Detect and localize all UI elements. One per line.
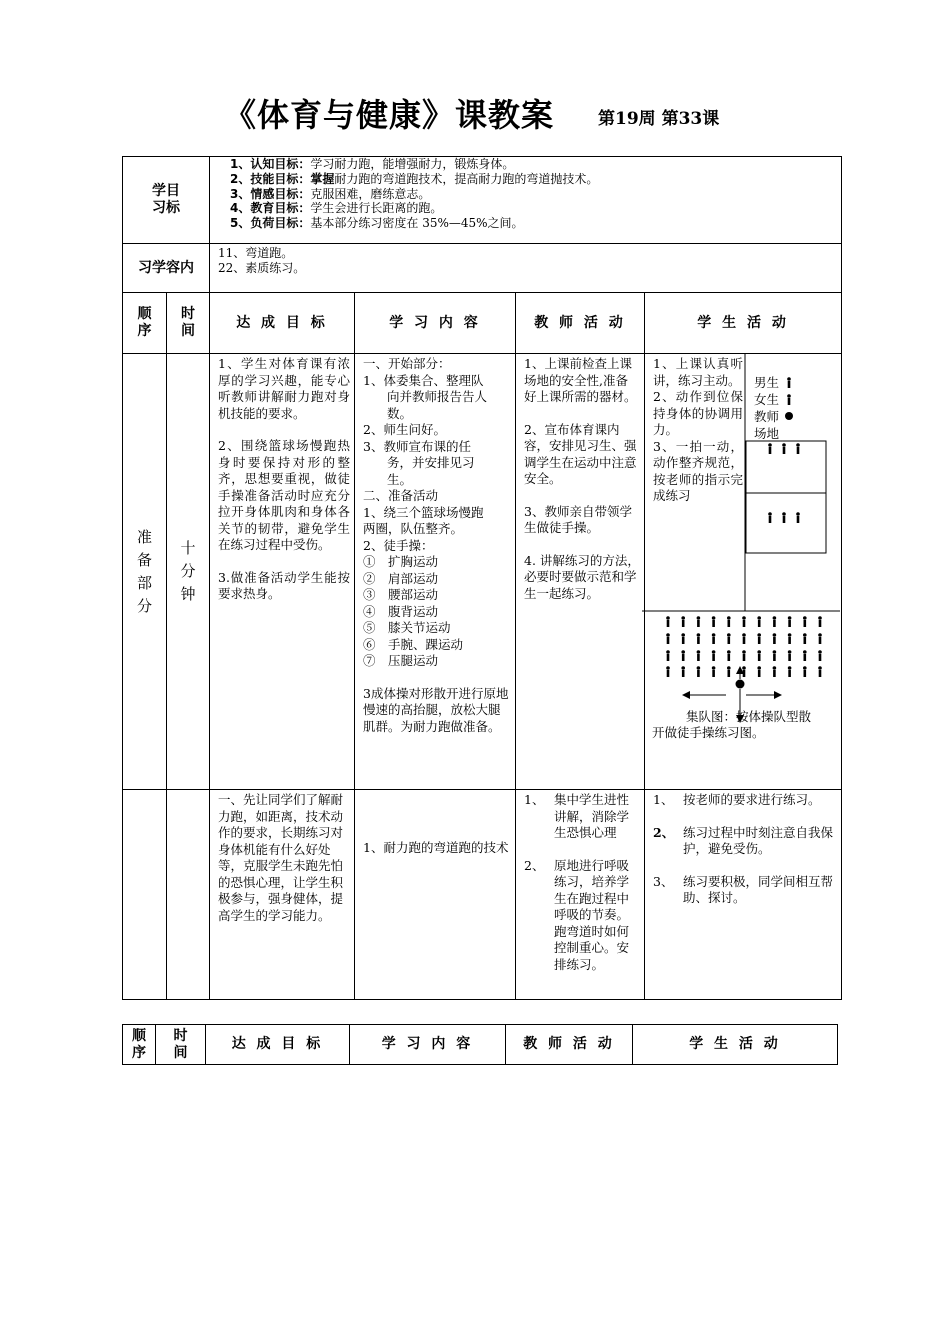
formation-student — [712, 616, 716, 627]
learning-content — [210, 244, 842, 293]
formation-student — [757, 666, 761, 677]
formation-student — [818, 616, 822, 627]
formation-caption-line1: 集队图：按体操队型散 — [686, 709, 812, 724]
header-time: 时 间 — [167, 293, 210, 354]
basic-goals: 一、先让同学们了解耐力跑，如距离，技术动作的要求，长期练习对身体机能有什么好处等，克服学生未跑先怕的恐惧心理，让学生积极参与，强身健体，提高学生的学习能力。 — [210, 790, 355, 1000]
header-order: 顺 序 — [123, 293, 167, 354]
header-teacher: 教 师 活 动 — [516, 293, 645, 354]
legend-field: 场地 — [754, 426, 780, 441]
female-icon — [787, 394, 791, 405]
content-label: 习学容内 — [123, 244, 210, 293]
section-prep: 准 备 部 分 — [123, 354, 167, 790]
header-teacher-2: 教 师 活 动 — [506, 1025, 633, 1065]
continuation-header-table — [122, 1024, 838, 1065]
formation-student — [697, 633, 701, 644]
formation-student — [757, 616, 761, 627]
header-content: 学 习 内 容 — [355, 293, 516, 354]
header-goal-2: 达 成 目 标 — [206, 1025, 350, 1065]
field-box-2 — [746, 493, 826, 553]
formation-student — [757, 650, 761, 661]
goal-5: 5、负荷目标：基本部分练习密度在 35%—45%之间。 — [230, 216, 524, 231]
prep-student: 1、上课认真听讲，练习主动。 2、动作到位保持身体的协调用力。 3、一拍一动，动作整齐规范，按老师的指示完成练习 — [645, 354, 842, 790]
formation-student — [681, 650, 685, 661]
header-student: 学 生 活 动 — [645, 293, 842, 354]
header-student-2: 学 生 活 动 — [633, 1025, 838, 1065]
formation-diagram — [642, 353, 842, 793]
male-icon — [787, 377, 791, 388]
formation-student — [742, 616, 746, 627]
legend-teacher: 教师 — [754, 409, 780, 424]
formation-student — [666, 616, 670, 627]
legend-female: 女生 — [754, 392, 780, 407]
formation-student — [697, 616, 701, 627]
goals-label: 学目 习标 — [123, 157, 210, 244]
header-content-2: 学 习 内 容 — [350, 1025, 506, 1065]
formation-student — [788, 616, 792, 627]
formation-student — [727, 666, 731, 677]
formation-student — [818, 666, 822, 677]
formation-caption-line2: 开做徒手操练习图。 — [652, 725, 765, 740]
formation-student — [773, 650, 777, 661]
goal-3: 3、情感目标：克服困难，磨练意志。 — [230, 186, 431, 201]
formation-student — [697, 666, 701, 677]
legend-male: 男生 — [754, 375, 780, 390]
formation-student — [712, 650, 716, 661]
formation-student — [788, 666, 792, 677]
goal-1: 1、认知目标：学习耐力跑，能增强耐力，锻炼身体。 — [230, 157, 515, 171]
week-lesson-number: 第19周 第33课 — [598, 109, 720, 129]
basic-student: 1、 按老师的要求进行练习。 2、 练习过程中时刻注意自我保护，避免受伤。 3、 练习要积极，同学间相互帮助、探讨。 — [645, 790, 842, 1000]
formation-student — [818, 633, 822, 644]
field-players-2 — [768, 512, 800, 523]
prep-goals: 1、学生对体育课有浓厚的学习兴趣，能专心听教师讲解耐力跑对身机技能的要求。 2、围绕篮球场慢跑热身时要保持对形的整齐，思想要重视，做徒手操准备活动时应充分拉开身体肌肉和身体各关节的韧带，避免学生在练习过程中受伤。 3.做准备活动学生能按要求热身。 — [210, 354, 355, 790]
header-order-2: 顺 序 — [123, 1025, 156, 1065]
formation-student — [773, 633, 777, 644]
formation-student — [666, 666, 670, 677]
teacher-icon — [785, 412, 793, 420]
content-item: 11、弯道跑。 — [218, 246, 294, 260]
arrow-left-icon — [682, 691, 690, 699]
formation-student — [742, 650, 746, 661]
formation-student — [818, 650, 822, 661]
header-goal: 达 成 目 标 — [210, 293, 355, 354]
goal-2: 2、技能目标：掌握耐力跑的弯道跑技术，提高耐力跑的弯道抛技术。 — [230, 171, 599, 186]
formation-student — [773, 616, 777, 627]
prep-time: 十 分 钟 — [167, 354, 210, 790]
formation-student — [697, 650, 701, 661]
prep-content: 一、开始部分： 1、体委集合、整理队 向并教师报告告人 数。 2、师生问好。 3、教师宣布课的任 务，并安排见习 生。 二、准备活动 1、绕三个篮球场慢跑 两圈，队伍整齐。 2、徒手操： ① 扩胸运动 ② 肩部运动 ③ 腰部运动 ④ 腹背运动 ⑤ 膝关节运动 ⑥ 手腕、踝运动 ⑦ 压腿运动 3成体操对形散开进行原地慢速的高抬腿，放松大腿肌群。为耐力跑做准备。 — [355, 354, 516, 790]
formation-student — [681, 616, 685, 627]
basic-teacher: 1、 集中学生进性讲解，消除学生恐惧心理 2、 原地进行呼吸练习，培养学生在跑过程中呼吸的节奏。跑弯道时如何控制重心。安排练习。 — [516, 790, 645, 1000]
field-box-1 — [746, 441, 826, 493]
formation-student — [666, 633, 670, 644]
basic-time-empty — [167, 790, 210, 1000]
formation-student — [803, 633, 807, 644]
formation-student — [742, 633, 746, 644]
learning-goals — [210, 157, 842, 244]
formation-rows — [666, 616, 822, 677]
field-players-1 — [768, 443, 800, 454]
goal-4: 4、教育目标：学生会进行长距离的跑。 — [230, 201, 443, 216]
header-time-2: 时 间 — [156, 1025, 206, 1065]
formation-student — [803, 650, 807, 661]
document-title: 《体育与健康》课教案 — [224, 96, 555, 134]
basic-content: 1、耐力跑的弯道跑的技术 — [355, 790, 516, 1000]
formation-student — [727, 650, 731, 661]
formation-student — [757, 633, 761, 644]
arrow-right-icon — [774, 691, 782, 699]
formation-student — [666, 650, 670, 661]
formation-student — [727, 633, 731, 644]
formation-student — [681, 666, 685, 677]
formation-student — [712, 666, 716, 677]
formation-student — [712, 633, 716, 644]
formation-student — [788, 633, 792, 644]
formation-student — [803, 616, 807, 627]
formation-student — [773, 666, 777, 677]
section-basic-empty — [123, 790, 167, 1000]
formation-student — [681, 633, 685, 644]
prep-teacher: 1、上课前检查上课场地的安全性,准备好上课所需的器材。 2、宣布体育课内容，安排见习生、强调学生在运动中注意安全。 3、教师亲自带领学生做徒手操。 4. 讲解练习的方法，必要时要做示范和学生一起练习。 — [516, 354, 645, 790]
content-item: 22、素质练习。 — [218, 261, 306, 275]
formation-student — [727, 616, 731, 627]
formation-student — [788, 650, 792, 661]
teacher-position-icon — [736, 680, 745, 689]
formation-student — [803, 666, 807, 677]
